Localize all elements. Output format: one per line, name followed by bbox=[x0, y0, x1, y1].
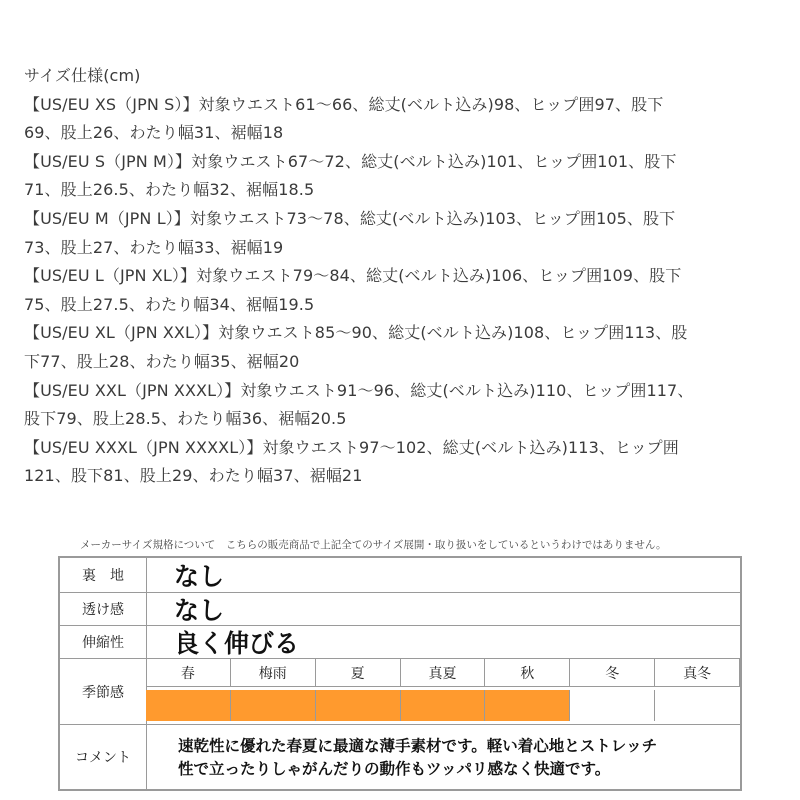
sheer-label: 透け感 bbox=[60, 593, 147, 625]
size-spec-line: 【US/EU XXXL（JPN XXXXL）】対象ウエスト97～102、総丈(ベルト込み)113、ヒップ囲 bbox=[24, 437, 679, 457]
size-spec-line: 【US/EU XXL（JPN XXXL）】対象ウエスト91～96、総丈(ベルト込み)110、ヒップ囲117、 bbox=[24, 380, 694, 400]
season-name-midwinter: 真冬 bbox=[655, 659, 740, 687]
size-spec-line: 69、股上26、わたり幅31、裾幅18 bbox=[24, 123, 284, 143]
sheer-value: なし bbox=[174, 596, 225, 625]
size-spec-line: 【US/EU L（JPN XL）】対象ウエスト79～84、総丈(ベルト込み)106、ヒップ囲109、股下 bbox=[24, 266, 682, 286]
stretch-label: 伸縮性 bbox=[60, 626, 147, 658]
season-indicator-midwinter bbox=[655, 690, 740, 721]
comment-row bbox=[60, 725, 740, 789]
stretch-row bbox=[60, 626, 740, 659]
size-spec-line: 75、股上27.5、わたり幅34、裾幅19.5 bbox=[24, 294, 315, 314]
season-name-summer: 夏 bbox=[316, 659, 401, 687]
sheer-row bbox=[60, 593, 740, 626]
season-name-midsummer: 真夏 bbox=[401, 659, 486, 687]
size-spec-line: 121、股下81、股上29、わたり幅37、裾幅21 bbox=[24, 466, 363, 486]
comment-label: コメント bbox=[60, 725, 147, 789]
maker-size-note: メーカーサイズ規格について こちらの販売商品で上記全てのサイズ展開・取り扱いをしているというわけではありません。 bbox=[80, 539, 667, 551]
season-name-rainy: 梅雨 bbox=[231, 659, 316, 687]
season-indicator-winter bbox=[570, 690, 655, 721]
season-name-autumn: 秋 bbox=[485, 659, 570, 687]
season-indicator-autumn bbox=[485, 690, 570, 721]
size-spec-line: 73、股上27、わたり幅33、裾幅19 bbox=[24, 237, 284, 257]
lining-label: 裏 地 bbox=[60, 558, 147, 592]
size-spec-line: 【US/EU XS（JPN S）】対象ウエスト61～66、総丈(ベルト込み)98、ヒップ囲97、股下 bbox=[24, 94, 664, 114]
size-spec-line: 下77、股上28、わたり幅35、裾幅20 bbox=[24, 351, 300, 371]
stretch-value: 良く伸びる bbox=[174, 629, 300, 658]
size-spec-line: 【US/EU XL（JPN XXL）】対象ウエスト85～90、総丈(ベルト込み)108、ヒップ囲113、股 bbox=[24, 323, 688, 343]
season-grid bbox=[146, 659, 740, 724]
comment-line: 速乾性に優れた春夏に最適な薄手素材です。軽い着心地とストレッチ bbox=[178, 737, 658, 755]
season-indicator-spring bbox=[146, 690, 231, 721]
lining-row bbox=[60, 558, 740, 593]
lining-value: なし bbox=[174, 562, 225, 591]
season-row bbox=[60, 659, 740, 725]
size-spec-line: 71、股上26.5、わたり幅32、裾幅18.5 bbox=[24, 180, 315, 200]
size-spec-line: 股下79、股上28.5、わたり幅36、裾幅20.5 bbox=[24, 409, 347, 429]
season-indicator-rainy bbox=[231, 690, 316, 721]
size-spec-text bbox=[24, 62, 794, 491]
comment-line: 性で立ったりしゃがんだりの動作もツッパリ感なく快適です。 bbox=[178, 760, 611, 778]
season-label: 季節感 bbox=[60, 659, 147, 724]
season-indicator-summer bbox=[316, 690, 401, 721]
product-info-table bbox=[58, 556, 742, 791]
size-spec-line: 【US/EU S（JPN M）】対象ウエスト67～72、総丈(ベルト込み)101、ヒップ囲101、股下 bbox=[24, 151, 677, 171]
season-name-winter: 冬 bbox=[570, 659, 655, 687]
comment-text bbox=[146, 725, 740, 789]
season-indicator-midsummer bbox=[401, 690, 486, 721]
size-spec-line: 【US/EU M（JPN L）】対象ウエスト73～78、総丈(ベルト込み)103、ヒップ囲105、股下 bbox=[24, 208, 676, 228]
season-name-spring: 春 bbox=[146, 659, 231, 687]
size-spec-heading: サイズ仕様(cm) bbox=[24, 66, 141, 85]
